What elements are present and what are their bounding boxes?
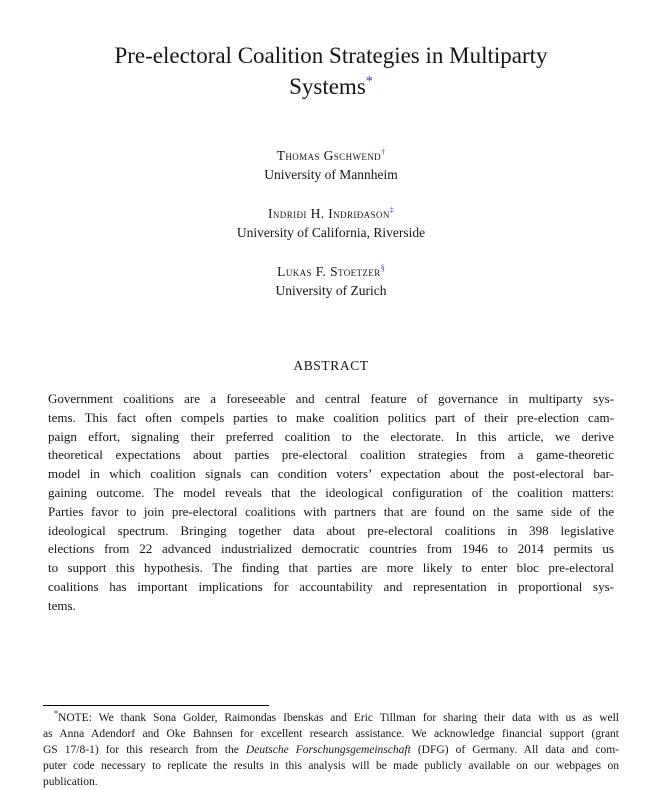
footnote-marker: * <box>54 710 59 719</box>
abstract-line: paign effort, signaling their preferred coalition to the electorate. In this article, we derive <box>48 428 614 444</box>
footnote-text: NOTE: We thank Sona Golder, Raimondas Ibenskas and Eric Tillman for sharing their data with us as well <box>58 712 619 724</box>
abstract-line: theoretical expectations about parties pre-electoral coalition strategies from a game-theoretic <box>48 447 614 463</box>
abstract-line: model in which coalition signals can condition voters’ expectation about the post-electoral bar- <box>48 466 614 482</box>
author-name: Thomas Gschwend <box>276 148 382 163</box>
author-block <box>0 146 662 184</box>
abstract-line: to support this hypothesis. The finding that parties are more likely to enter bloc pre-electoral <box>48 560 614 576</box>
abstract-line: elections from 22 advanced industrialized democratic countries from 1946 to 2014 permits us <box>48 541 614 557</box>
author-block <box>0 204 662 242</box>
abstract-line: tems. This fact often compels parties to make coalition politics part of their pre-election cam- <box>48 409 614 425</box>
author-list <box>0 146 662 300</box>
author-affiliation: University of California, Riverside <box>236 225 426 240</box>
paper-title-line-2 <box>46 71 616 102</box>
abstract-line: ideological spectrum. Bringing together data about pre-electoral coalitions in 398 legislative <box>48 522 614 538</box>
author-name: Lukas F. Stoetzer <box>277 264 381 279</box>
footnote-line: publication. <box>43 776 98 788</box>
author-affiliation: University of Mannheim <box>264 167 398 182</box>
author-name-line <box>0 204 662 223</box>
author-footnote-marker-link[interactable]: § <box>380 263 385 273</box>
footnote-line: as Anna Adendorf and Oke Bahnsen for excellent research assistance. We acknowledge financial support (grant <box>43 728 619 740</box>
paper-title-line-1 <box>46 40 616 71</box>
abstract-line: coalitions has important implications for accountability and representation in proportional sys- <box>48 578 614 594</box>
abstract-heading: ABSTRACT <box>293 358 369 373</box>
abstract-line: tems. <box>48 597 76 613</box>
footnote-text: (DFG) of Germany. All data and com- <box>410 744 619 756</box>
title-footnote <box>43 705 619 790</box>
author-name-line <box>0 146 662 165</box>
footnote-line <box>43 710 619 726</box>
title-footnote-marker-link[interactable]: * <box>365 73 373 90</box>
author-footnote-marker-link[interactable]: † <box>381 147 386 157</box>
paper-title <box>46 40 616 102</box>
paper-title-text: Systems <box>289 74 366 99</box>
footnote-rule <box>43 705 269 706</box>
footnote-italic-text: Deutsche Forschungsgemeinschaft <box>245 744 411 756</box>
footnote-line: puter code necessary to replicate the results in this analysis will be made publicly available on our webpages on <box>43 760 619 772</box>
author-footnote-marker-link[interactable]: ‡ <box>389 205 394 215</box>
paper-title-text: Pre-electoral Coalition Strategies in Multiparty <box>114 43 548 68</box>
footnote-line <box>43 742 619 758</box>
abstract-line: Government coalitions are a foreseeable and central feature of governance in multiparty sys- <box>48 391 614 406</box>
author-affiliation: University of Zurich <box>275 283 387 298</box>
abstract-body <box>48 390 614 616</box>
footnote-text: GS 17/8-1) for this research from the <box>43 744 246 756</box>
author-name-line <box>0 262 662 281</box>
author-block <box>0 262 662 300</box>
abstract-line: Parties favor to join pre-electoral coalitions with partners that are found on the same side of the <box>48 503 614 519</box>
author-name: Indriði H. Indriðason <box>268 206 390 221</box>
abstract-line: gaining outcome. The model reveals that the ideological configuration of the coalition matters: <box>48 484 614 500</box>
